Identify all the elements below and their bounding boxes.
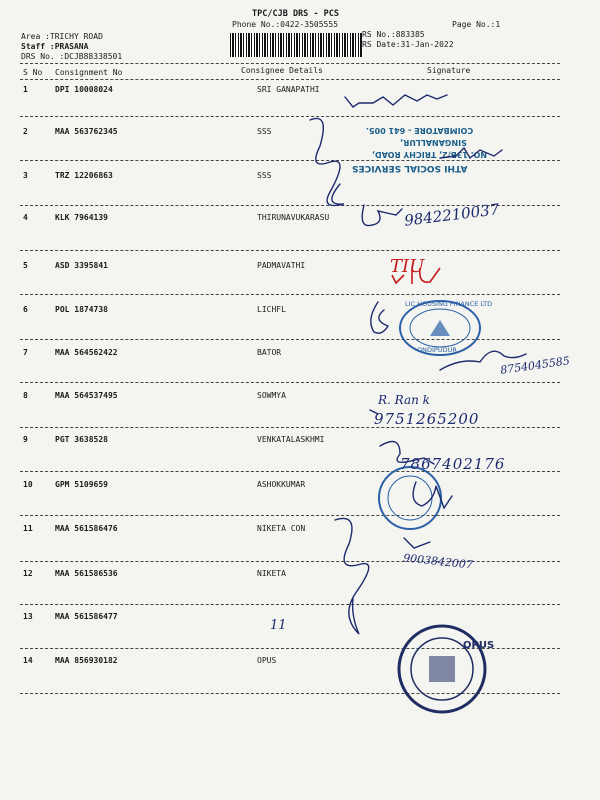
signature-row-1 <box>345 95 447 107</box>
ditto-bracket-11-13 <box>335 518 369 634</box>
staff-label: Staff :PRASANA <box>21 42 89 51</box>
handwritten-name-row-8: R. Ran k <box>378 393 430 407</box>
row-consignee: NIKETA <box>257 569 286 578</box>
signature-row-12 <box>404 538 430 548</box>
row-sno: 11 <box>23 524 33 533</box>
row-sno: 4 <box>23 213 28 222</box>
stamp-line: SINGANALLUR, <box>400 138 467 147</box>
row-consignee: LICHFL <box>257 305 286 314</box>
row-consignment: ASD 3395841 <box>55 261 108 270</box>
row-consignment: MAA 561586476 <box>55 524 118 533</box>
ditto-bracket-2-3 <box>310 118 344 205</box>
row-consignee: ASHOKKUMAR <box>257 480 306 489</box>
row-consignment: TRZ 12206863 <box>55 171 113 180</box>
row-consignment: DPI 10008024 <box>55 85 113 94</box>
stamp-line: COIMBATORE - 641 005. <box>366 126 474 135</box>
lic-stamp-name: LIC HOUSING FINANCE LTD <box>405 300 493 308</box>
row-sno: 6 <box>23 305 28 314</box>
row-consignee: PADMAVATHI <box>257 261 306 270</box>
row-consignee: SSS <box>257 127 272 136</box>
row-sno: 5 <box>23 261 28 270</box>
row-consignment: PGT 3638528 <box>55 435 108 444</box>
signature-row-2 <box>440 148 502 158</box>
row-sno: 1 <box>23 85 28 94</box>
row-consignment: MAA 561586477 <box>55 612 118 621</box>
row-consignee: THIRUNAVUKARASU <box>257 213 330 222</box>
row-consignment: MAA 856930182 <box>55 656 118 665</box>
col-sno-header: S No <box>23 68 43 77</box>
handwritten-phone-row-8: 9751265200 <box>374 410 480 428</box>
row-consignee: NIKETA CON <box>257 524 306 533</box>
signature-row-10 <box>413 482 452 508</box>
row-consignment: MAA 563762345 <box>55 127 118 136</box>
signature-row-6 <box>371 302 388 333</box>
rs-date: RS Date:31-Jan-2022 <box>362 40 454 49</box>
lic-stamp-place: ONDIPUDUR <box>417 346 457 354</box>
row-consignment: MAA 564537495 <box>55 391 118 400</box>
row-sno: 12 <box>23 569 33 578</box>
document-title: TPC/CJB DRS - PCS <box>252 9 339 19</box>
col-consignee-header: Consignee Details <box>241 66 323 75</box>
handwritten-mark-row-13: 11 <box>270 618 287 633</box>
row-sno: 8 <box>23 391 28 400</box>
area-label: Area :TRICHY ROAD <box>21 32 103 41</box>
rs-number: RS No.:883385 <box>362 30 425 39</box>
handwritten-phone-row-9: 7867402176 <box>400 455 506 473</box>
stamp-line: ATHI SOCIAL SERVICES <box>352 163 468 173</box>
drs-number: DRS No. :DCJB88338501 <box>21 52 123 61</box>
row-consignee: VENKATALASKHMI <box>257 435 325 444</box>
row-consignee: SRI GANAPATHI <box>257 85 320 94</box>
row-sno: 3 <box>23 171 28 180</box>
handwritten-phone-row-4: 9842210037 <box>403 200 501 230</box>
row-sno: 14 <box>23 656 33 665</box>
stamp-line: NO. 13B/2, TRICHY ROAD, <box>372 150 488 159</box>
row-sno: 2 <box>23 127 28 136</box>
row-consignee: OPUS <box>257 656 277 665</box>
row-consignment: MAA 564562422 <box>55 348 118 357</box>
row-consignment: POL 1874738 <box>55 305 108 314</box>
signature-row-4 <box>362 205 402 226</box>
row-sno: 13 <box>23 612 33 621</box>
col-consignment-header: Consignment No <box>55 68 123 77</box>
row-sno: 10 <box>23 480 33 489</box>
row-consignment: GPM 5109659 <box>55 480 108 489</box>
col-signature-header: Signature <box>427 66 471 75</box>
row-consignee: SSS <box>257 171 272 180</box>
row-sno: 9 <box>23 435 28 444</box>
handwritten-phone-row-12: 9003842007 <box>402 551 474 572</box>
handwritten-phone-row-7: 8754045585 <box>499 354 571 377</box>
row-consignment: KLK 7964139 <box>55 213 108 222</box>
handwritten-red-initials: TIU <box>390 256 425 277</box>
row-sno: 7 <box>23 348 28 357</box>
phone-number: Phone No.:0422-3505555 <box>232 20 338 29</box>
row-consignee: BATOR <box>257 348 282 357</box>
page-number: Page No.:1 <box>452 20 501 29</box>
row-consignee: SOWMYA <box>257 391 286 400</box>
row-consignment: MAA 561586536 <box>55 569 118 578</box>
opus-stamp-label: OPUS <box>463 640 495 651</box>
